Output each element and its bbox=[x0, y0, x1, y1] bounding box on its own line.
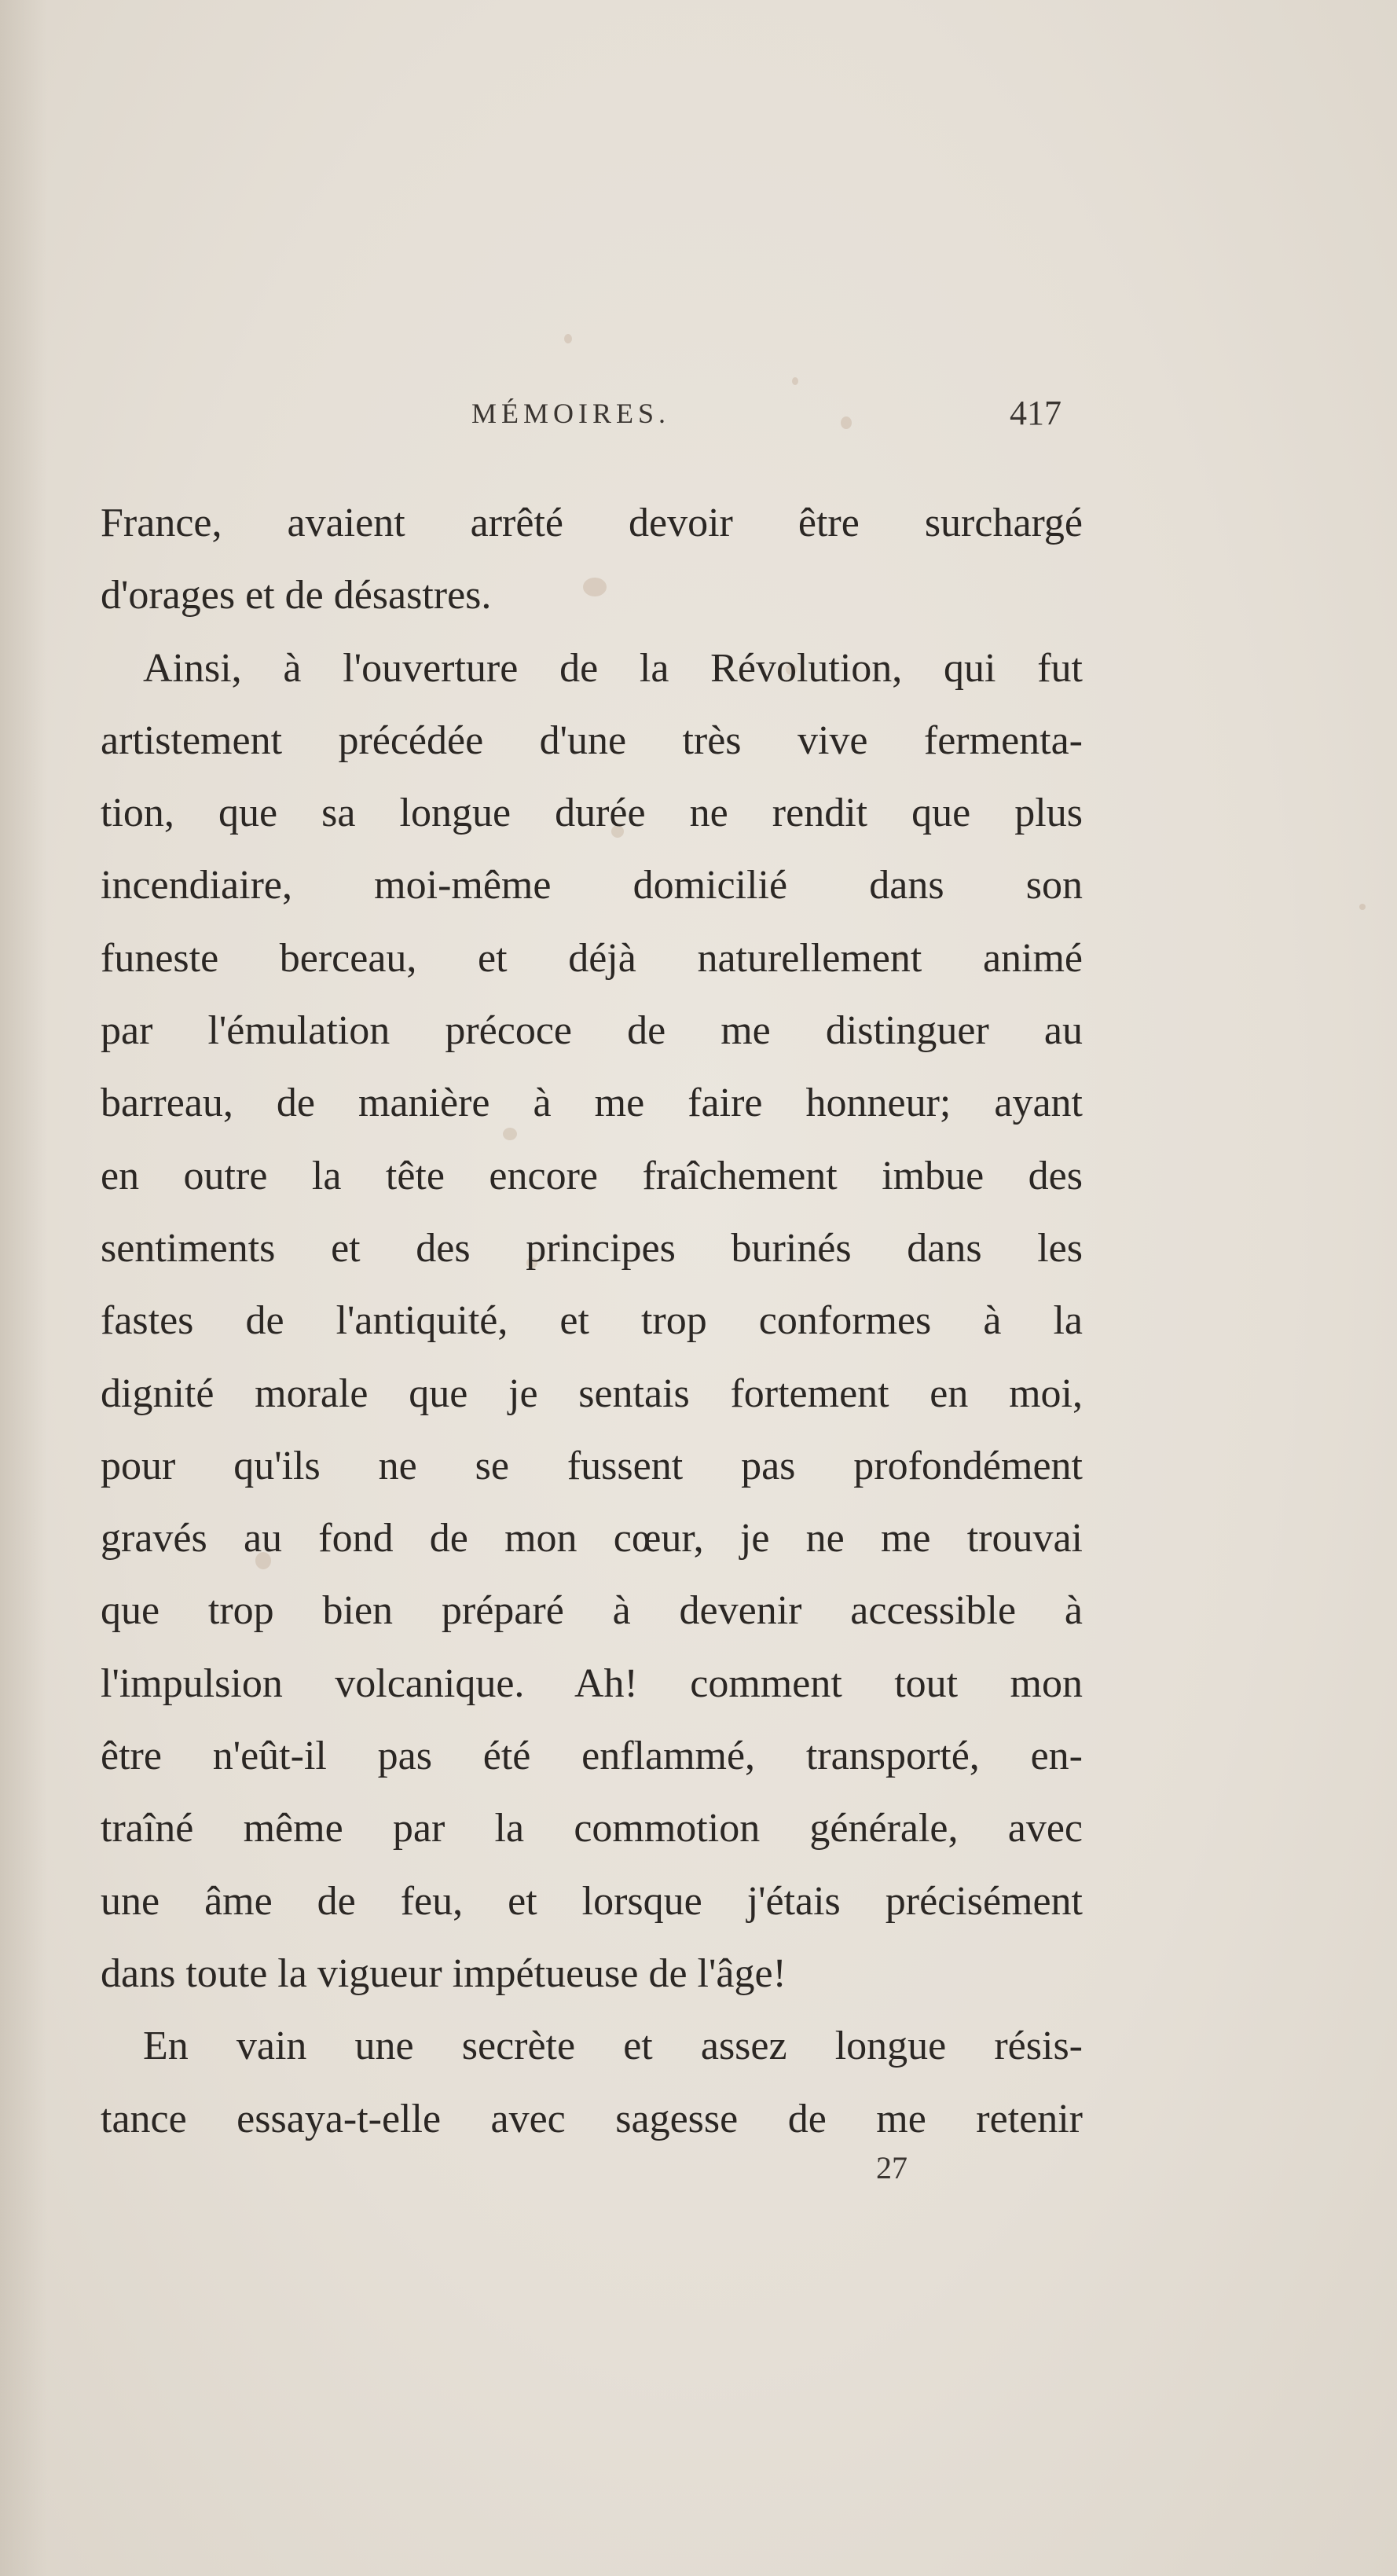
text-line: en outre la tête encore fraîchement imbue des bbox=[101, 1153, 1083, 1198]
text-line: incendiaire, moi-même domicilié dans son bbox=[101, 863, 1083, 908]
text-line: En vain une secrète et assez longue résis- bbox=[143, 2024, 1083, 2069]
text-line: Ainsi, à l'ouverture de la Révolution, qui fut bbox=[143, 645, 1083, 691]
text-line: d'orages et de désastres. bbox=[101, 573, 492, 618]
text-line: que trop bien préparé à devenir accessible à bbox=[101, 1588, 1083, 1634]
foxing-spot bbox=[1359, 904, 1366, 910]
page-number: 417 bbox=[1010, 394, 1062, 432]
text-line: gravés au fond de mon cœur, je ne me trouvai bbox=[101, 1516, 1083, 1561]
text-line: barreau, de manière à me faire honneur; ayant bbox=[101, 1081, 1083, 1126]
text-line: par l'émulation précoce de me distinguer au bbox=[101, 1008, 1083, 1054]
running-title: MÉMOIRES. bbox=[471, 398, 671, 429]
text-line: France, avaient arrêté devoir être surchargé bbox=[101, 501, 1083, 545]
text-line: traîné même par la commotion générale, avec bbox=[101, 1806, 1083, 1851]
text-line: l'impulsion volcanique. Ah! comment tout mon bbox=[101, 1660, 1083, 1706]
text-line: sentiments et des principes burinés dans les bbox=[101, 1225, 1083, 1271]
text-line: pour qu'ils ne se fussent pas profondément bbox=[101, 1443, 1083, 1488]
foxing-spot bbox=[564, 334, 572, 343]
text-line: dans toute la vigueur impétueuse de l'âge! bbox=[101, 1950, 786, 1996]
text-line: tion, que sa longue durée ne rendit que plus bbox=[101, 791, 1083, 836]
text-line: une âme de feu, et lorsque j'étais précisément bbox=[101, 1878, 1083, 1924]
page-gutter-shadow bbox=[0, 0, 47, 2576]
text-line: funeste berceau, et déjà naturellement animé bbox=[101, 935, 1083, 981]
foxing-spot bbox=[841, 416, 852, 429]
text-line: tance essaya-t-elle avec sagesse de me retenir bbox=[101, 2096, 1083, 2141]
body-text bbox=[101, 487, 1083, 2156]
signature-mark: 27 bbox=[876, 2150, 908, 2185]
text-line: être n'eût-il pas été enflammé, transporté, en- bbox=[101, 1734, 1083, 1779]
foxing-spot bbox=[792, 377, 798, 385]
text-line: fastes de l'antiquité, et trop conformes à la bbox=[101, 1298, 1083, 1344]
text-line: dignité morale que je sentais fortement en moi, bbox=[101, 1371, 1083, 1416]
text-line: artistement précédée d'une très vive fermenta- bbox=[101, 717, 1083, 763]
